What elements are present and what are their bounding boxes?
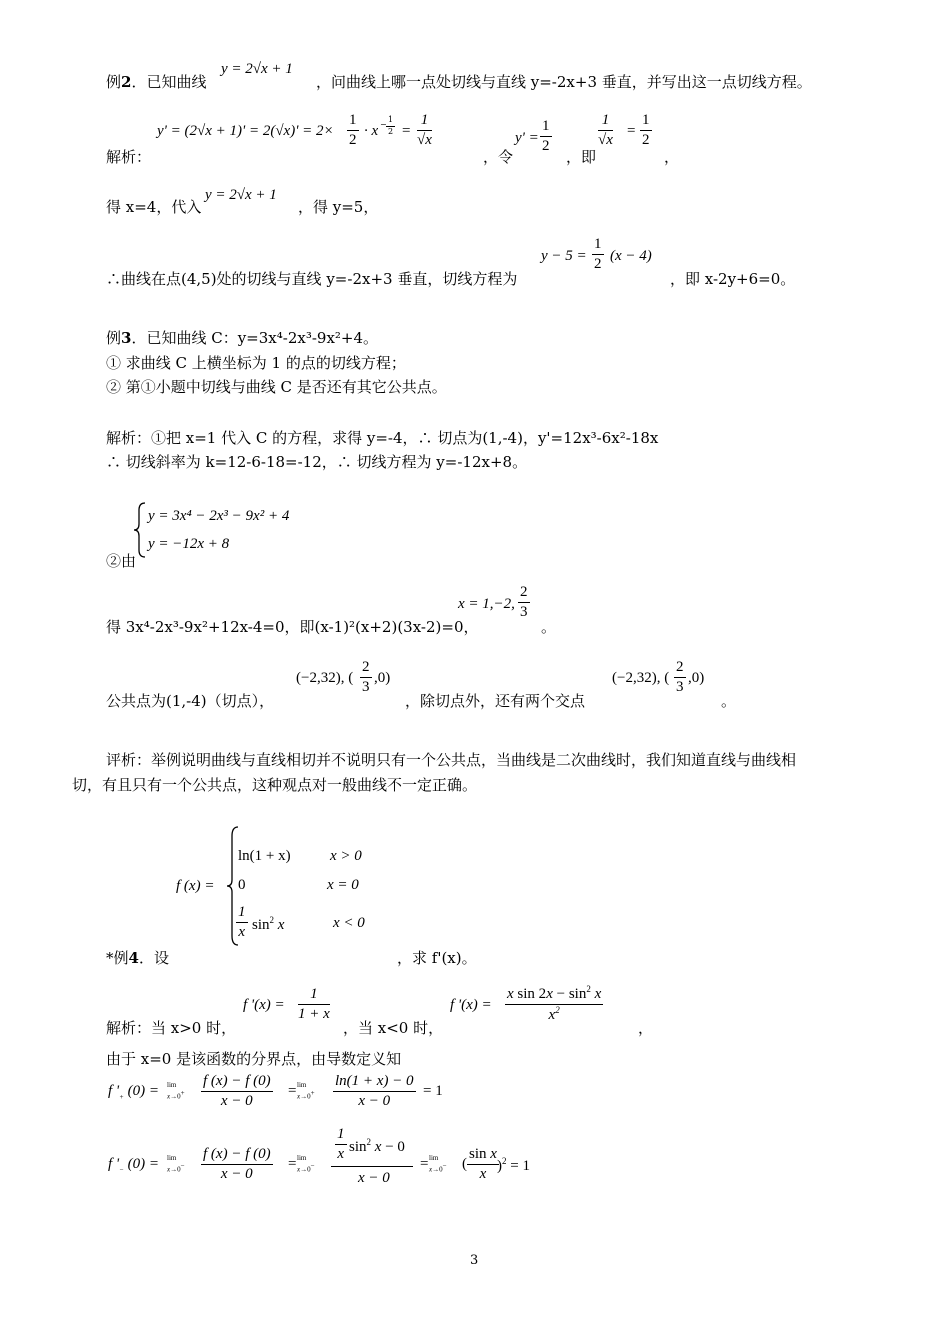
tangent-fraction: 1 2 [594, 236, 602, 272]
derivative-positive-fraction: 1 1 + x [298, 986, 330, 1022]
limit-left-3: lim x→0− [429, 1154, 447, 1174]
common-points-text: 公共点为(1,-4)（切点）， [106, 692, 275, 710]
points-2: (−2,32), ( [612, 670, 670, 686]
right-derivative-lhs: f '$_+$ (0) = [108, 1083, 159, 1101]
fraction-half-3: 1 2 [642, 112, 650, 148]
system-brace [133, 502, 147, 558]
boundary-text: 由于 x=0 是该函数的分界点，由导数定义知 [106, 1050, 402, 1068]
limit-right: lim x→0+ [167, 1081, 185, 1101]
comma: ， [664, 148, 680, 166]
equals-left: = [288, 1156, 297, 1172]
let-text: ，令 [483, 148, 514, 166]
equals-left-2: = [420, 1156, 429, 1172]
conclusion-text: ∴曲线在点(4,5)处的切线与直线 y=-2x+3 垂直，切线方程为 [106, 270, 518, 288]
tangent-line-right: (x − 4) [610, 248, 652, 264]
case-1-expr: ln(1 + x) [238, 848, 291, 864]
case-2-expr: 0 [238, 877, 246, 893]
fraction-inv-sqrt: 1 √x [417, 112, 432, 148]
ie-text: ，即 [566, 148, 597, 166]
comma-2: ， [638, 1019, 654, 1037]
system-eq-1: y = 3x⁴ − 2x³ − 9x² + 4 [148, 508, 290, 524]
example-2-question: ，问曲线上哪一点处切线与直线 y=-2x+3 垂直，并写出这一点切线方程。 [316, 73, 812, 91]
example-4-heading: *例4．设 [106, 949, 169, 967]
equation-text: 得 3x⁴-2x³-9x²+12x-4=0，即(x-1)²(x+2)(3x-2)=0， [106, 618, 479, 636]
equals-sign: = [402, 123, 411, 139]
case-3-cond: x < 0 [333, 915, 365, 931]
derivative-negative-lhs: f '(x) = [450, 997, 492, 1013]
example-3-heading: 例3．已知曲线 C：y=3x⁴-2x³-9x²+4。 [106, 329, 379, 347]
example-2-heading: 例2．已知曲线 [106, 73, 207, 91]
question-2: ② 第①小题中切线与曲线 C 是否还有其它公共点。 [106, 378, 447, 396]
log-quotient: ln(1 + x) − 0 x − 0 [335, 1073, 414, 1109]
case-2-cond: x = 0 [327, 877, 359, 893]
points-1-fraction: 2 3 [362, 659, 370, 695]
question-1: ① 求曲线 C 上横坐标为 1 的点的切线方程； [106, 354, 406, 372]
solution-line-2: ∴ 切线斜率为 k=12-6-18=-12，∴ 切线方程为 y=-12x+8。 [106, 453, 528, 471]
period: 。 [541, 618, 557, 636]
comment-line-2: 切，有且只有一个公共点，这种观点对一般曲线不一定正确。 [72, 776, 478, 794]
limit-right-2: lim x→0+ [297, 1081, 315, 1101]
analysis-when-positive: 解析：当 x>0 时， [106, 1019, 237, 1037]
right-derivative-result: = 1 [423, 1083, 443, 1099]
roots: x = 1,−2, [458, 596, 515, 612]
page-number: 3 [470, 1253, 479, 1268]
case-3-expr: $\sin^2 x$ [252, 915, 285, 933]
sinx-over-x: sin x x [469, 1146, 497, 1182]
system-eq-2: y = −12x + 8 [148, 536, 230, 552]
derivative-formula: y' = (2√x + 1)' = 2(√x)' = 2× [157, 123, 334, 139]
points-2-fraction: 2 3 [676, 659, 684, 695]
derivative-negative-fraction: x $\sin 2x - \sin^2 x$ $x^2$ [507, 984, 602, 1023]
when-negative-text: ，当 x<0 时， [343, 1019, 444, 1037]
difference-quotient-right: f (x) − f (0) x − 0 [203, 1073, 271, 1109]
comment-line-1: 评析：举例说明曲线与直线相切并不说明只有一个公共点，当曲线是二次曲线时，我们知道直线与曲线相 [106, 751, 797, 769]
tangent-line-left: y − 5 = [541, 248, 587, 264]
difference-quotient-left: f (x) − f (0) x − 0 [203, 1146, 271, 1182]
y-prime: y' = [515, 130, 539, 146]
roots-fraction: 2 3 [520, 584, 528, 620]
points-1: (−2,32), ( [296, 670, 354, 686]
period-2: 。 [721, 692, 737, 710]
fraction-half-2: 1 2 [542, 118, 550, 154]
sine-quotient-denominator: x − 0 [358, 1170, 390, 1186]
derivative-positive-lhs: f '(x) = [243, 997, 285, 1013]
points-2-end: ,0) [688, 670, 705, 686]
fraction-half: 1 2 [349, 112, 357, 148]
limit-left-2: lim x→0− [297, 1154, 315, 1174]
get-y5-text: ，得 y=5， [298, 198, 379, 216]
equals-sign-2: = [627, 123, 636, 139]
solution-line-1: 解析：①把 x=1 代入 C 的方程，求得 y=-4，∴ 切点为(1,-4)，y'=12x³-6x²-18x [106, 429, 659, 447]
find-derivative: ，求 f'(x)。 [397, 949, 477, 967]
get-x4-text: 得 x=4，代入 [106, 198, 202, 216]
sine-quotient: 1 x $\sin^2 x - 0$ [331, 1126, 413, 1167]
equals-right: = [288, 1083, 297, 1099]
curve-equation: y = 2√x + 1 [221, 61, 293, 77]
piecewise-lhs: f (x) = [176, 878, 215, 894]
x-power: · x [364, 123, 379, 139]
fraction-inv-sqrt-2: 1 √x [598, 112, 613, 148]
left-derivative-lhs: f '$_-$ (0) = [108, 1156, 159, 1174]
exponent-neg-half: − 1 2 [380, 115, 394, 136]
paren-close-result: )$^2$ = 1 [497, 1156, 530, 1174]
from-text: ②由 [106, 552, 137, 570]
points-1-end: ,0) [374, 670, 391, 686]
conclusion-end: ，即 x-2y+6=0。 [670, 270, 796, 288]
case-3-fraction: 1 x [238, 904, 246, 940]
case-1-cond: x > 0 [330, 848, 362, 864]
limit-left: lim x→0− [167, 1154, 185, 1174]
besides-text: ，除切点外，还有两个交点 [405, 692, 586, 710]
analysis-label: 解析： [106, 148, 152, 166]
curve-equation-2: y = 2√x + 1 [205, 187, 277, 203]
paren-open: ( [462, 1156, 467, 1172]
